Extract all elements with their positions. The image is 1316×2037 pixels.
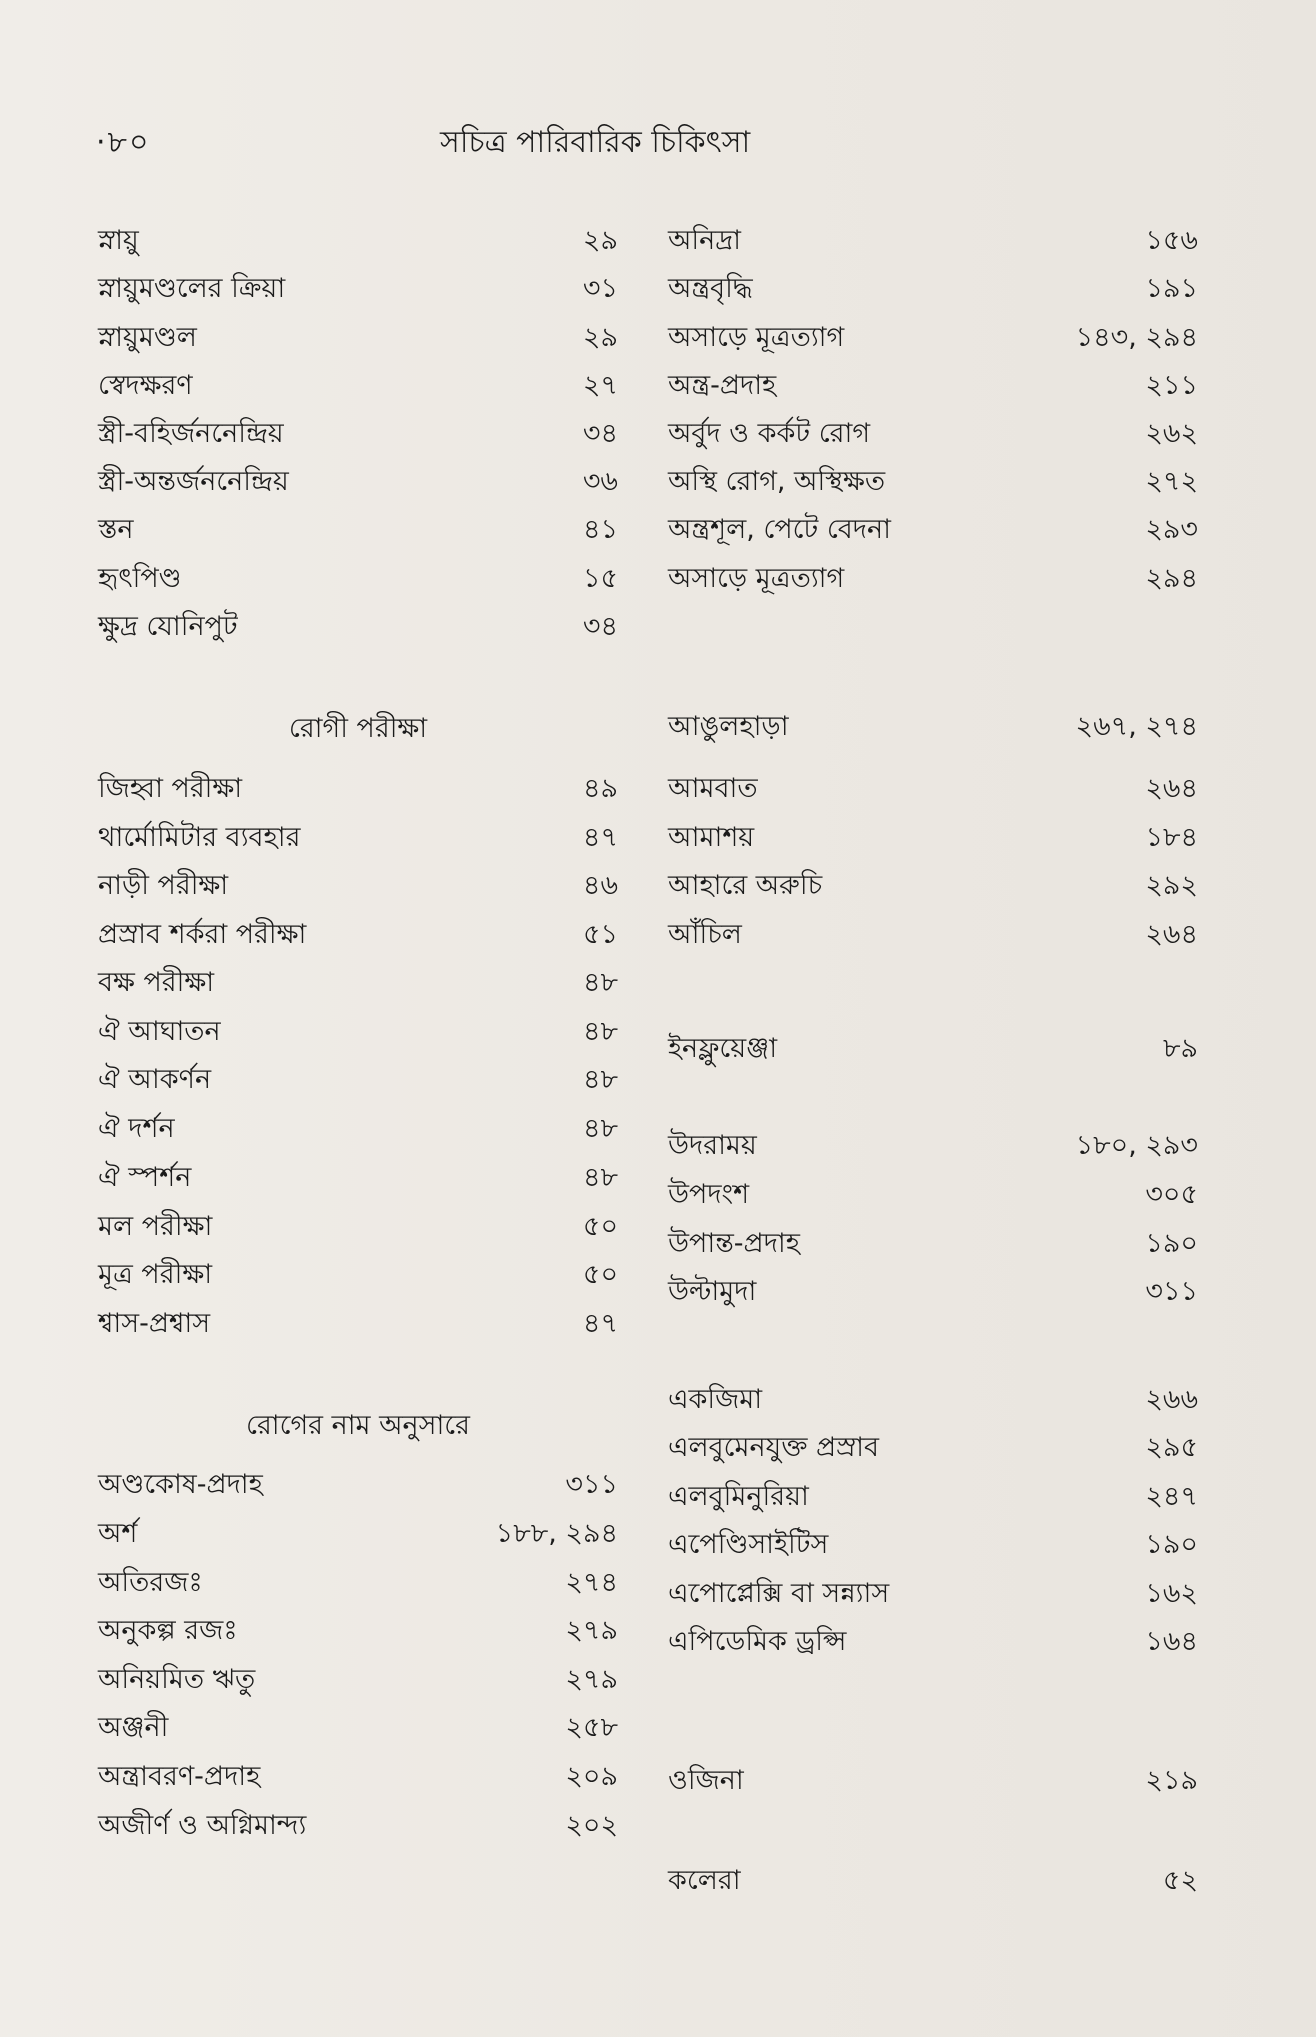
index-entry [668, 270, 1198, 310]
index-entry [668, 867, 1198, 907]
index-entry [668, 1478, 1198, 1518]
entry-page-numbers: ১৮০, ২৯৩ [1075, 1129, 1198, 1161]
index-entry [98, 1305, 618, 1345]
index-entry [98, 964, 618, 1004]
entry-label: আহারে অরুচি [668, 869, 823, 901]
index-entry [98, 1564, 618, 1604]
entry-label: প্রস্রাব শর্করা পরীক্ষা [98, 918, 307, 950]
running-title: সচিত্র পারিবারিক চিকিৎসা [440, 125, 751, 160]
entry-page-numbers: ২০২ [565, 1809, 618, 1841]
entry-label: ঐ আকর্ণন [98, 1063, 212, 1095]
index-entry [668, 560, 1198, 600]
index-entry [98, 1013, 618, 1053]
index-entry [668, 511, 1198, 551]
entry-page-numbers: ২৭৯ [565, 1663, 618, 1695]
entry-label: অঞ্জনী [98, 1711, 169, 1743]
index-entry [668, 1762, 1198, 1802]
index-entry [668, 1623, 1198, 1663]
index-entry [98, 319, 618, 359]
index-entry [98, 819, 618, 859]
index-entry [98, 560, 618, 600]
index-entry [668, 1030, 1198, 1070]
entry-label: ওজিনা [668, 1764, 744, 1796]
entry-page-numbers: ৪৭ [582, 1307, 618, 1339]
entry-page-numbers: ২৪৭ [1145, 1480, 1198, 1512]
index-entry [98, 1709, 618, 1749]
entry-page-numbers: ১৫৬ [1145, 224, 1198, 256]
entry-label: অন্ত্র-প্রদাহ [668, 369, 777, 401]
index-entry [668, 916, 1198, 956]
entry-page-numbers: ৪৭ [582, 821, 618, 853]
entry-page-numbers: ৪৮ [582, 966, 618, 998]
index-entry [668, 1381, 1198, 1421]
entry-page-numbers: ৩৪ [582, 610, 618, 642]
entry-label: অর্শ [98, 1517, 138, 1549]
entry-label: উপদংশ [668, 1178, 750, 1210]
index-entry [668, 415, 1198, 455]
entry-label: এপিডেমিক ড্রপ্সি [668, 1625, 847, 1657]
index-entry [668, 367, 1198, 407]
entry-page-numbers: ২৭ [582, 369, 618, 401]
entry-page-numbers: ২৬২ [1145, 417, 1198, 449]
entry-page-numbers: ২৭২ [1145, 465, 1198, 497]
entry-page-numbers: ৫০ [582, 1210, 618, 1242]
entry-page-numbers: ৩০৫ [1145, 1178, 1198, 1210]
entry-page-numbers: ২৬৭, ২৭৪ [1075, 710, 1198, 742]
entry-label: অনুকল্প রজঃ [98, 1614, 238, 1646]
entry-label: এলবুমেনযুক্ত প্রস্রাব [668, 1431, 880, 1463]
entry-page-numbers: ১৮৮, ২৯৪ [495, 1517, 618, 1549]
entry-page-numbers: ২৬৬ [1145, 1383, 1198, 1415]
entry-page-numbers: ৪৬ [582, 869, 618, 901]
entry-page-numbers: ৫১ [582, 918, 618, 950]
index-entry [98, 511, 618, 551]
entry-label: মূত্র পরীক্ষা [98, 1258, 213, 1290]
entry-label: কলেরা [668, 1864, 741, 1896]
index-entry [668, 319, 1198, 359]
index-entry [98, 608, 618, 648]
entry-label: মল পরীক্ষা [98, 1210, 213, 1242]
entry-page-numbers: ২৯৫ [1145, 1431, 1198, 1463]
index-entry [98, 1466, 618, 1506]
index-entry [668, 1526, 1198, 1566]
entry-label: স্বেদক্ষরণ [98, 369, 193, 401]
entry-label: অর্বুদ ও কর্কট রোগ [668, 417, 871, 449]
entry-page-numbers: ১৪৩, ২৯৪ [1075, 321, 1198, 353]
index-entry [668, 1127, 1198, 1167]
index-entry [668, 770, 1198, 810]
index-entry [668, 1225, 1198, 1265]
page-header [0, 118, 1316, 168]
entry-page-numbers: ১৬২ [1145, 1577, 1198, 1609]
entry-label: অসাড়ে মূত্রত্যাগ [668, 562, 845, 594]
entry-label: ঐ দর্শন [98, 1112, 175, 1144]
entry-page-numbers: ১৫ [582, 562, 618, 594]
entry-label: থার্মোমিটার ব্যবহার [98, 821, 301, 853]
entry-page-numbers: ৩৪ [582, 417, 618, 449]
index-entry [668, 1176, 1198, 1216]
entry-page-numbers: ৩১১ [565, 1468, 618, 1500]
entry-label: উল্টামুদা [668, 1275, 757, 1307]
entry-label: আঙুলহাড়া [668, 710, 789, 742]
entry-label: শ্বাস-প্রশ্বাস [98, 1307, 211, 1339]
index-entry [668, 1429, 1198, 1469]
entry-label: জিহ্বা পরীক্ষা [98, 772, 243, 804]
entry-page-numbers: ৪৮ [582, 1112, 618, 1144]
entry-label: ঐ স্পর্শন [98, 1161, 192, 1193]
entry-label: স্ত্রী-অন্তর্জননেন্দ্রিয় [98, 465, 289, 497]
entry-label: স্নায়ুমণ্ডলের ক্রিয়া [98, 272, 286, 304]
entry-label: স্নায়ুমণ্ডল [98, 321, 197, 353]
index-entry [98, 1758, 618, 1798]
index-entry [98, 1807, 618, 1847]
index-entry [668, 819, 1198, 859]
entry-page-numbers: ১৯১ [1145, 272, 1198, 304]
entry-label: উপান্ত-প্রদাহ [668, 1227, 800, 1259]
index-entry [98, 1661, 618, 1701]
section-heading: রোগী পরীক্ষা [288, 713, 428, 744]
index-entry [98, 916, 618, 956]
entry-label: অণ্ডকোষ-প্রদাহ [98, 1468, 263, 1500]
entry-label: নাড়ী পরীক্ষা [98, 869, 229, 901]
index-entry [668, 1575, 1198, 1615]
index-entry [98, 270, 618, 310]
entry-label: আঁচিল [668, 918, 742, 950]
entry-page-numbers: ১৮৪ [1145, 821, 1198, 853]
index-entry [98, 367, 618, 407]
index-entry [98, 1515, 618, 1555]
entry-page-numbers: ৪৮ [582, 1015, 618, 1047]
entry-page-numbers: ৩১ [582, 272, 618, 304]
entry-label: অন্ত্রাবরণ-প্রদাহ [98, 1760, 261, 1792]
entry-label: আমবাত [668, 772, 758, 804]
entry-page-numbers: ৪৮ [582, 1161, 618, 1193]
index-entry [98, 770, 618, 810]
entry-label: হৃৎপিণ্ড [98, 562, 182, 594]
entry-page-numbers: ২৯ [582, 224, 618, 256]
index-entry [668, 1862, 1198, 1902]
index-entry [98, 1208, 618, 1248]
entry-page-numbers: ১৯০ [1145, 1227, 1198, 1259]
entry-page-numbers: ২৯২ [1145, 869, 1198, 901]
index-entry [98, 463, 618, 503]
entry-label: অস্থি রোগ, অস্থিক্ষত [668, 465, 886, 497]
entry-page-numbers: ৫০ [582, 1258, 618, 1290]
index-entry [98, 1110, 618, 1150]
entry-page-numbers: ৮৯ [1162, 1032, 1198, 1064]
index-entry [668, 708, 1198, 748]
index-entry [98, 1159, 618, 1199]
entry-label: ঐ আঘাতন [98, 1015, 221, 1047]
entry-label: অন্ত্রশূল, পেটে বেদনা [668, 513, 891, 545]
entry-page-numbers: ২৯৪ [1145, 562, 1198, 594]
entry-page-numbers: ২৯ [582, 321, 618, 353]
entry-label: বক্ষ পরীক্ষা [98, 966, 215, 998]
entry-label: অনিদ্রা [668, 224, 741, 256]
index-entry [668, 463, 1198, 503]
entry-label: উদরাময় [668, 1129, 757, 1161]
index-entry [98, 1061, 618, 1101]
section-heading: রোগের নাম অনুসারে [245, 1410, 470, 1441]
entry-label: স্তন [98, 513, 134, 545]
index-entry [98, 415, 618, 455]
entry-page-numbers: ৩৬ [582, 465, 618, 497]
entry-label: অতিরজঃ [98, 1566, 203, 1598]
entry-label: এপেণ্ডিসাইটিস [668, 1528, 829, 1560]
index-entry [98, 222, 618, 262]
entry-label: অসাড়ে মূত্রত্যাগ [668, 321, 845, 353]
entry-label: স্ত্রী-বহির্জননেন্দ্রিয় [98, 417, 284, 449]
entry-page-numbers: ২০৯ [565, 1760, 618, 1792]
index-entry [668, 222, 1198, 262]
entry-page-numbers: ২৬৪ [1145, 918, 1198, 950]
entry-label: অন্ত্রবৃদ্ধি [668, 272, 753, 304]
page-number: ·৮০ [96, 125, 151, 160]
index-entry [668, 1273, 1198, 1313]
entry-label: একজিমা [668, 1383, 763, 1415]
entry-page-numbers: ৪১ [582, 513, 618, 545]
entry-label: আমাশয় [668, 821, 755, 853]
index-entry [98, 1256, 618, 1296]
entry-page-numbers: ১৬৪ [1145, 1625, 1198, 1657]
entry-label: এলবুমিনুরিয়া [668, 1480, 809, 1512]
entry-label: অনিয়মিত ঋতু [98, 1663, 256, 1695]
entry-label: ক্ষুদ্র যোনিপুট [98, 610, 238, 642]
entry-page-numbers: ২১৯ [1145, 1764, 1198, 1796]
index-entry [98, 867, 618, 907]
entry-label: ইনফ্লুয়েঞ্জা [668, 1032, 778, 1064]
entry-page-numbers: ৪৮ [582, 1063, 618, 1095]
entry-page-numbers: ২৬৪ [1145, 772, 1198, 804]
entry-page-numbers: ১৯০ [1145, 1528, 1198, 1560]
entry-page-numbers: ২১১ [1145, 369, 1198, 401]
entry-label: এপোপ্লেক্সি বা সন্ন্যাস [668, 1577, 890, 1609]
entry-page-numbers: ৩১১ [1145, 1275, 1198, 1307]
entry-label: অজীর্ণ ও অগ্নিমান্দ্য [98, 1809, 307, 1841]
entry-page-numbers: ২৭৯ [565, 1614, 618, 1646]
entry-label: স্নায়ু [98, 224, 139, 256]
entry-page-numbers: ২৭৪ [565, 1566, 618, 1598]
entry-page-numbers: ২৯৩ [1145, 513, 1198, 545]
entry-page-numbers: ৪৯ [582, 772, 618, 804]
entry-page-numbers: ২৫৮ [565, 1711, 618, 1743]
index-entry [98, 1612, 618, 1652]
entry-page-numbers: ৫২ [1162, 1864, 1198, 1896]
